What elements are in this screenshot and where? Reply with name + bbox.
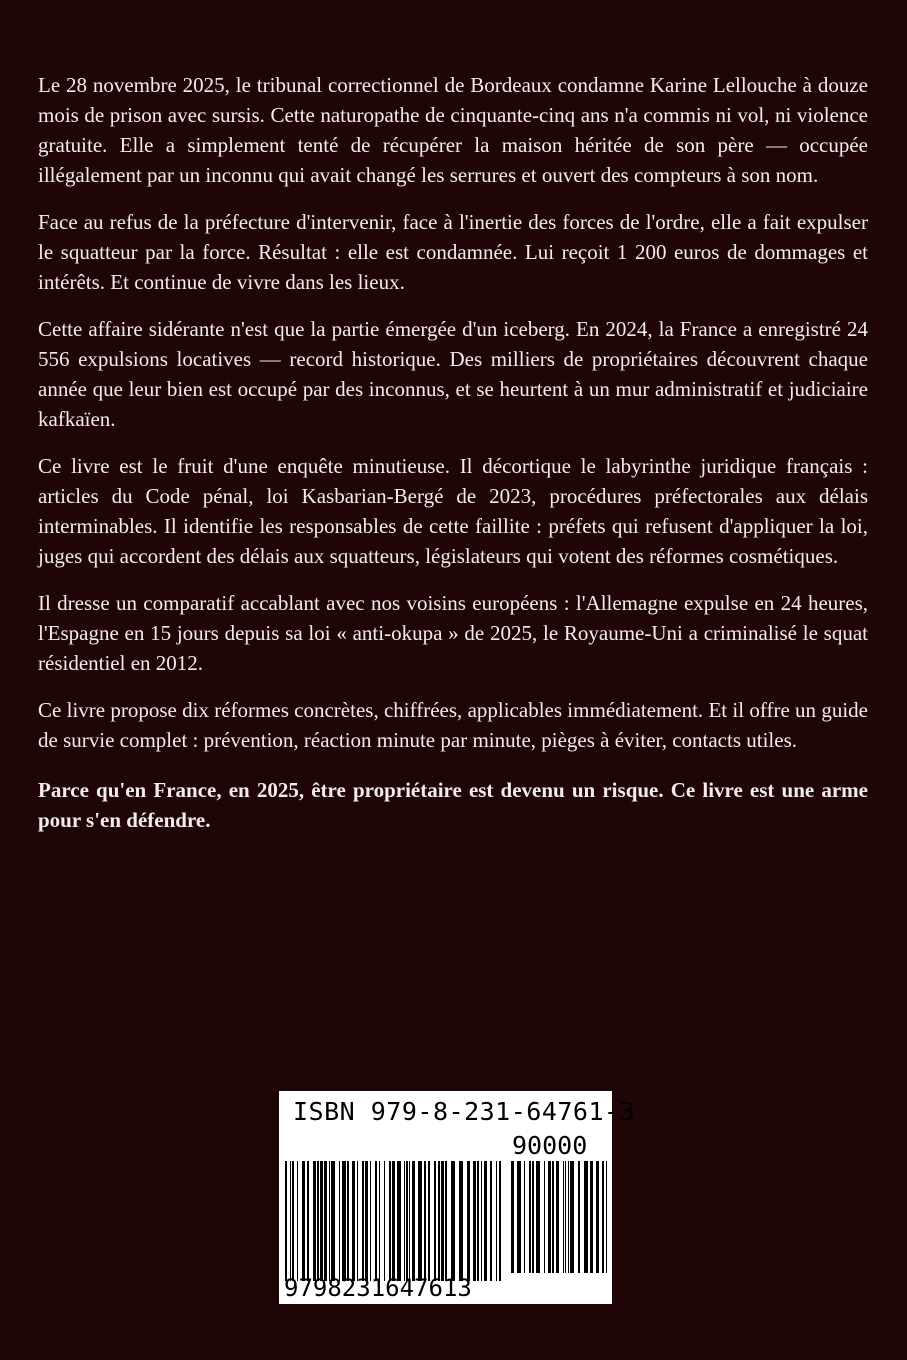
barcode-bar <box>578 1161 580 1273</box>
barcode-bar <box>596 1161 599 1273</box>
barcode-bar <box>477 1161 479 1281</box>
barcode-bar <box>331 1161 335 1281</box>
barcode-bar <box>352 1161 355 1281</box>
barcode-bar <box>544 1161 545 1273</box>
barcode-bar <box>307 1161 309 1281</box>
barcode-digits: 9798231647613 <box>284 1274 472 1302</box>
barcode-bar <box>347 1161 349 1281</box>
barcode-bar <box>412 1161 415 1281</box>
barcode-bar <box>384 1161 385 1281</box>
barcode-bar <box>552 1161 554 1273</box>
barcode-bar <box>370 1161 371 1281</box>
barcode-bar <box>563 1161 564 1273</box>
isbn-barcode <box>279 1091 636 1304</box>
barcode-bar <box>389 1161 391 1281</box>
price-code: 90000 <box>512 1131 588 1160</box>
paragraph-1: Le 28 novembre 2025, le tribunal correctionnel de Bordeaux condamne Karine Lellouche à douze mois de prison avec sursis. Cette naturopathe de cinquante-cinq ans n'a commis ni vol, ni violence gratuite. Elle a simplement tenté de récupérer la maison héritée de son père — occupée illégalement par un inconnu qui avait changé les serrures et ouvert des compteurs à son nom. <box>38 73 868 187</box>
barcode-bar <box>317 1161 319 1281</box>
barcode-bar <box>441 1161 444 1281</box>
barcode-bar <box>375 1161 377 1281</box>
barcode-bar <box>438 1161 440 1281</box>
barcode-bar <box>606 1161 607 1273</box>
barcode-bar <box>329 1161 330 1281</box>
paragraph-6: Ce livre propose dix réformes concrètes, chiffrées, applicables immédiatement. Et il offre un guide de survie complet : prévention, réaction minute par minute, pièges à éviter, contacts utiles. <box>38 698 868 752</box>
paragraph-5: Il dresse un comparatif accablant avec nos voisins européens : l'Allemagne expulse en 24 heures, l'Espagne en 15 jours depuis sa loi « anti-okupa » de 2025, le Royaume-Uni a criminalisé le squat résidentiel en 2012. <box>38 591 868 675</box>
barcode-bar <box>570 1161 574 1273</box>
barcode-bar <box>496 1161 497 1281</box>
barcode-bar <box>568 1161 569 1273</box>
barcode-bar <box>302 1161 305 1281</box>
barcode-bar <box>445 1161 447 1281</box>
barcode-bar <box>285 1161 287 1281</box>
barcode-bar <box>290 1161 291 1281</box>
barcode-bar <box>424 1161 426 1281</box>
barcode-bar <box>397 1161 401 1281</box>
barcode-bar <box>339 1161 340 1281</box>
barcode-bar <box>473 1161 476 1281</box>
barcode-bars <box>279 1091 612 1304</box>
barcode-bar <box>499 1161 501 1281</box>
barcode-bar <box>324 1161 327 1281</box>
barcode-bar <box>548 1161 551 1273</box>
barcode-bar <box>602 1161 604 1273</box>
barcode-bar <box>292 1161 294 1281</box>
barcode-bar <box>406 1161 408 1281</box>
barcode-bar <box>536 1161 540 1273</box>
paragraph-3: Cette affaire sidérante n'est que la partie émergée d'un iceberg. En 2024, la France a enregistré 24 556 expulsions locatives — record historique. Des milliers de propriétaires découvrent chaque année que leur bien est occupé par des inconnus, et se heurtent à un mur administratif et judiciaire kafkaïen. <box>38 317 868 431</box>
barcode-bar <box>467 1161 470 1281</box>
barcode-bar <box>481 1161 482 1281</box>
barcode-bar <box>392 1161 395 1281</box>
paragraph-4: Ce livre est le fruit d'une enquête minutieuse. Il décortique le labyrinthe juridique français : articles du Code pénal, loi Kasbarian-Bergé de 2023, procédures préfectorales aux délais interminables. Il identifie les responsables de cette faillite : préfets qui refusent d'appliquer la loi, juges qui accordent des délais aux squatteurs, législateurs qui votent des réformes cosmétiques. <box>38 454 868 568</box>
barcode-bar <box>517 1161 521 1273</box>
back-cover-text <box>38 70 868 852</box>
barcode-bar <box>565 1161 566 1273</box>
barcode-bar <box>418 1161 422 1281</box>
barcode-bar <box>524 1161 525 1273</box>
paragraph-2: Face au refus de la préfecture d'intervenir, face à l'inertie des forces de l'ordre, elle a fait expulser le squatteur par la force. Résultat : elle est condamnée. Lui reçoit 1 200 euros de dommages et intérêts. Et continue de vivre dans les lieux. <box>38 210 868 294</box>
barcode-bar <box>490 1161 492 1281</box>
barcode-bar <box>409 1161 410 1281</box>
barcode-bar <box>590 1161 593 1273</box>
barcode-bar <box>434 1161 436 1281</box>
barcode-bar <box>379 1161 380 1281</box>
barcode-bar <box>532 1161 534 1273</box>
barcode-bar <box>556 1161 559 1273</box>
barcode-bar <box>459 1161 463 1281</box>
barcode-bar <box>297 1161 298 1281</box>
barcode-bar <box>320 1161 323 1281</box>
barcode-bar <box>313 1161 316 1281</box>
isbn-label: ISBN 979-8-231-64761-3 <box>293 1097 636 1126</box>
barcode-bar <box>428 1161 430 1281</box>
barcode-bar <box>362 1161 364 1281</box>
barcode-bar <box>584 1161 588 1273</box>
barcode-bar <box>365 1161 368 1281</box>
barcode-bar <box>484 1161 487 1281</box>
barcode-bar <box>529 1161 531 1273</box>
closing-statement: Parce qu'en France, en 2025, être propriétaire est devenu un risque. Ce livre est une arme pour s'en défendre. <box>38 778 868 832</box>
barcode-bar <box>357 1161 358 1281</box>
barcode-bar <box>451 1161 455 1281</box>
barcode-bar <box>404 1161 405 1281</box>
barcode-bar <box>511 1161 514 1273</box>
barcode-bar <box>342 1161 346 1281</box>
